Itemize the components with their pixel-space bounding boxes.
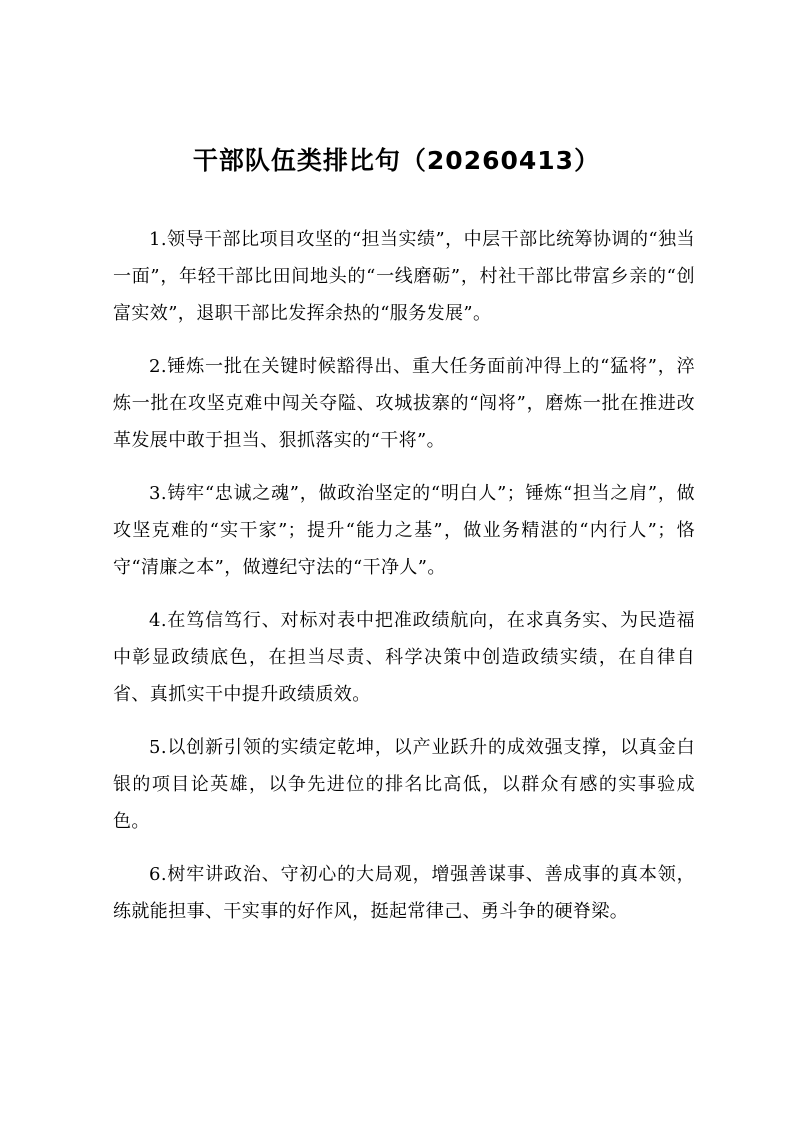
- paragraph-6: 6.树牢讲政治、守初心的大局观，增强善谋事、善成事的真本领，练就能担事、干实事的好作风，挺起常律己、勇斗争的硬脊梁。: [113, 864, 695, 922]
- document-body: [113, 221, 695, 946]
- paragraph-1: 1.领导干部比项目攻坚的“担当实绩”，中层干部比统筹协调的“独当一面”，年轻干部比田间地头的“一线磨砺”，村社干部比带富乡亲的“创富实效”，退职干部比发挥余热的“服务发展”。: [113, 229, 695, 324]
- paragraph-3: 3.铸牢“忠诚之魂”，做政治坚定的“明白人”；锤炼“担当之肩”，做攻坚克难的“实干家”；提升“能力之基”，做业务精湛的“内行人”；恪守“清廉之本”，做遵纪守法的“干净人”。: [113, 483, 695, 578]
- document-title: 干部队伍类排比句（20260413）: [192, 146, 601, 175]
- paragraph-2: 2.锤炼一批在关键时候豁得出、重大任务面前冲得上的“猛将”，淬炼一批在攻坚克难中闯关夺隘、攻城拔寨的“闯将”，磨炼一批在推进改革发展中敢于担当、狠抓落实的“干将”。: [113, 356, 695, 451]
- paragraph-4: 4.在笃信笃行、对标对表中把准政绩航向，在求真务实、为民造福中彰显政绩底色，在担当尽责、科学决策中创造政绩实绩，在自律自省、真抓实干中提升政绩质效。: [113, 610, 695, 705]
- paragraph-5: 5.以创新引领的实绩定乾坤，以产业跃升的成效强支撑，以真金白银的项目论英雄，以争先进位的排名比高低，以群众有感的实事验成色。: [113, 737, 695, 832]
